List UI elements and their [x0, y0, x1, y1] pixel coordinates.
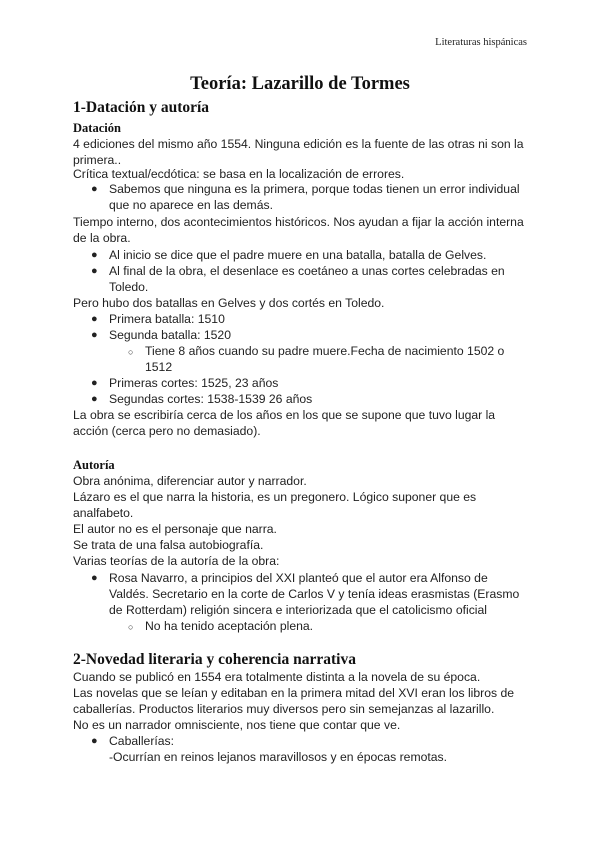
bullet-icon: ●: [91, 249, 98, 261]
list-item: Segundas cortes: 1538-1539 26 años: [109, 392, 313, 406]
bullet-icon: ●: [91, 572, 98, 584]
subheading-autoria: Autoría: [73, 458, 115, 472]
bullet-icon: ●: [91, 313, 98, 325]
text-line: Lázaro es el que narra la historia, es un pregonero. Lógico suponer que es: [73, 490, 477, 504]
text-line: Las novelas que se leían y editaban en la primera mitad del XVI eran los libros de: [73, 686, 515, 700]
text-line: primera..: [73, 153, 122, 167]
text-line: Pero hubo dos batallas en Gelves y dos cortés en Toledo.: [73, 296, 385, 310]
subheading-datacion: Datación: [73, 121, 121, 135]
bullet-icon: ○: [128, 347, 134, 357]
text-line: Se trata de una falsa autobiografía.: [73, 538, 264, 552]
list-item: Primeras cortes: 1525, 23 años: [109, 376, 279, 390]
section-heading-1: 1-Datación y autoría: [73, 99, 210, 116]
list-item-continuation: Toledo.: [109, 280, 149, 294]
text-line: Cuando se publicó en 1554 era totalmente distinta a la novela de su época.: [73, 670, 481, 684]
page-title: Teoría: Lazarillo de Tormes: [190, 74, 410, 94]
bullet-icon: ●: [91, 393, 98, 405]
running-header: Literaturas hispánicas: [435, 37, 527, 48]
text-line: La obra se escribiría cerca de los años en los que se supone que tuvo lugar la: [73, 408, 496, 422]
bullet-icon: ●: [91, 183, 98, 195]
text-line: El autor no es el personaje que narra.: [73, 522, 277, 536]
text-line: analfabeto.: [73, 506, 134, 520]
bullet-icon: ○: [128, 622, 134, 632]
list-item-continuation: Valdés. Secretario en la corte de Carlos V y tenía ideas erasmistas (Erasmo: [109, 587, 520, 601]
sub-list-item-continuation: 1512: [145, 360, 173, 374]
text-line: de la obra.: [73, 231, 131, 245]
list-item: Al inicio se dice que el padre muere en una batalla, batalla de Gelves.: [109, 248, 487, 262]
list-item-continuation: que no aparece en las demás.: [109, 198, 273, 212]
text-line: caballerías. Productos literarios muy diversos pero sin semejanzas al lazarillo.: [73, 702, 495, 716]
list-item: Segunda batalla: 1520: [109, 328, 231, 342]
text-line: acción (cerca pero no demasiado).: [73, 424, 261, 438]
sub-list-item: No ha tenido aceptación plena.: [145, 619, 314, 633]
bullet-icon: ●: [91, 265, 98, 277]
list-item-continuation: -Ocurrían en reinos lejanos maravillosos y en épocas remotas.: [109, 750, 448, 764]
text-line: 4 ediciones del mismo año 1554. Ninguna edición es la fuente de las otras ni son la: [73, 137, 524, 151]
list-item: Al final de la obra, el desenlace es coetáneo a unas cortes celebradas en: [109, 264, 505, 278]
list-item: Caballerías:: [109, 734, 175, 748]
list-item: Primera batalla: 1510: [109, 312, 225, 326]
list-item: Rosa Navarro, a principios del XXI planteó que el autor era Alfonso de: [109, 571, 488, 585]
bullet-icon: ●: [91, 377, 98, 389]
list-item: Sabemos que ninguna es la primera, porque todas tienen un error individual: [109, 182, 520, 196]
bullet-icon: ●: [91, 735, 98, 747]
text-line: No es un narrador omnisciente, nos tiene que contar que ve.: [73, 718, 401, 732]
text-line: Crítica textual/ecdótica: se basa en la localización de errores.: [73, 167, 405, 181]
list-item-continuation: de Rotterdam) religión sincera e interiorizada que el catolicismo oficial: [109, 603, 487, 617]
text-line: Tiempo interno, dos acontecimientos históricos. Nos ayudan a fijar la acción interna: [73, 215, 524, 229]
bullet-icon: ●: [91, 329, 98, 341]
section-heading-2: 2-Novedad literaria y coherencia narrativa: [73, 651, 356, 668]
text-line: Obra anónima, diferenciar autor y narrador.: [73, 474, 307, 488]
sub-list-item: Tiene 8 años cuando su padre muere.Fecha de nacimiento 1502 o: [145, 344, 505, 358]
text-line: Varias teorías de la autoría de la obra:: [73, 554, 280, 568]
